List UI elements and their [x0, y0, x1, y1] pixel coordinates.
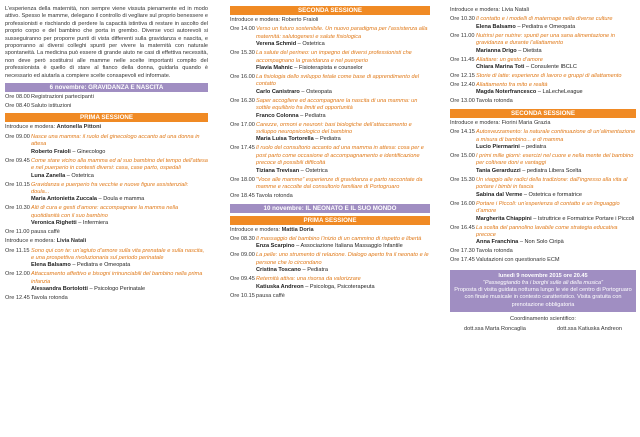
time: Ore 13.00 [450, 98, 475, 105]
moderator-line [450, 120, 636, 127]
speaker-name: Margherita Chiappini [476, 215, 532, 222]
talk-title: Alti di cura e gesti d’amore: accompagnare la mamma nella quotidianità con il suo bambino [31, 205, 179, 219]
speaker-role: – Pediatra [300, 267, 329, 274]
moderator-label: Introduce e modera: [450, 119, 502, 126]
evening-event-box [450, 270, 636, 312]
talk-title: Allattare: un gesto d’amore [476, 56, 543, 63]
talk-row [230, 50, 430, 72]
speaker-name: Maria Antonietta Zuccala [31, 196, 97, 203]
time: Ore 10.30 [5, 205, 30, 212]
moderator-name: Livia Natali [56, 238, 87, 245]
activity: Valutazioni con questionario ECM [476, 257, 560, 264]
time: Ore 09.00 [230, 252, 255, 259]
talk-row [450, 177, 636, 199]
moderator-label: Introduce e modera: [5, 238, 57, 245]
talk-row [230, 74, 430, 96]
schedule-row [230, 193, 430, 200]
time: Ore 11.15 [5, 247, 30, 254]
time: Ore 17.00 [230, 121, 255, 128]
talk-row [450, 129, 636, 151]
speaker-role: – Ostetrica [296, 41, 325, 48]
speaker-role: – Osteopata [299, 88, 332, 95]
time: Ore 11.45 [450, 56, 475, 63]
speaker-name: Magda Noterfrancesco [476, 89, 537, 96]
talk-row [230, 145, 430, 175]
talk-title: La fisiologia dello sviluppo fetale come base di apprendimento del contatto [256, 74, 419, 88]
activity: pausa caffè [31, 229, 60, 236]
day-banner-nov10: 10 novembre: IL NEONATO E IL SUO MONDO [230, 204, 430, 213]
speaker-name: Verena Schmid [256, 41, 297, 48]
talk-title: Il massaggio del bambino l’inizio di un cammino di rispetto e libertà [256, 235, 422, 242]
event-description: Proposta di visita guidata notturna lungo le vie del centro di Portogruaro con finale musicale in contesto caratteristico. Visita gratuita con prenotazione obbligatoria [454, 287, 632, 308]
speaker-role: – Istruttrice e Formatrice Portare i Piccoli [531, 215, 635, 222]
speaker-role: – Ostetrica [65, 172, 94, 179]
time: Ore 12.15 [450, 73, 475, 80]
activity: Tavola rotonda [476, 248, 513, 255]
intro-paragraph: L’esperienza della maternità, non sempre viene vissuta pienamente ed in modo attivo. Spesso le mamme, delegano il controllo di vegliare sul proprio benessere e professionisti e rischiando di perdere la capacità istintiva di restare in ascolto del proprio corpo e del bambino che porta in grembo. Diverse voci autorevoli si susseguiranno per proporre punti di vista differenti sulla gravidanza e nascita, e proporranno ai diversi colleghi spunti per vivere la maternità con naturale spontaneità. La medicina può essere di grande aiuto ne casi di effettiva necessità, non deve però sostituirsi alle mamme nelle scelte importanti compito del professionista è quello di stare al fianco della donna, guidarla quando è necessario ed aiutarla a compiere scelte consapevoli ed informate. [5, 6, 208, 79]
speaker-role: – pediatra Libera Scelta [520, 167, 582, 174]
column-right [450, 6, 636, 334]
talk-title: Il ruolo del consultorio accanto ad una mamma in attesa: cosa per e post parto come occasione di accompagnamento e identificazione precoce di possibili difficoltà [256, 145, 424, 167]
speaker-role: – Associazione Italiana Massaggio Infantile [294, 243, 403, 250]
talk-row [5, 271, 208, 293]
time: Ore 09.45 [5, 157, 30, 164]
talk-row [450, 153, 636, 175]
speaker-name: Carlo Canistraro [256, 88, 300, 95]
talk-title: Autosvezzamento: la naturale continuazione di un’alimentazione a misura di bambino... e di mamma [476, 129, 636, 143]
time: Ore 17.45 [450, 257, 475, 264]
time: Ore 15.00 [450, 153, 475, 160]
speaker-role: – Pediatra [298, 112, 326, 119]
talk-row [450, 16, 636, 31]
moderator-line [450, 7, 636, 14]
activity: Tavola rotonda [256, 193, 293, 200]
session-banner-second: SECONDA SESSIONE [450, 109, 636, 118]
speaker-name: Roberto Fraioli [31, 148, 71, 155]
talk-row [450, 73, 636, 80]
talk-title: Sono qui con te: un’agiuto d’amore sulla vita prenatale e sulla nascita, e una prospettiva rivoluzionaria sul periodo perinatale [31, 247, 205, 261]
activity: Tavola rotonda [476, 98, 513, 105]
schedule-row [5, 295, 208, 302]
time: Ore 16.00 [230, 74, 255, 81]
speaker-role: – pediatra [519, 144, 547, 151]
moderator-label: Introduce e modera: [230, 17, 282, 23]
speaker-name: Tiziana Trevisan [256, 167, 300, 174]
talk-title: Saper accogliere ed accompagnare la nascita di una mamma: un sottile equilibrio fra limiti ed opportunità [256, 97, 418, 112]
schedule-row [5, 94, 208, 101]
time: Ore 16.45 [450, 224, 475, 231]
speaker-name: Alessandra Bortolotti [31, 286, 88, 293]
talk-row [230, 26, 430, 48]
speaker-name: Elena Balsamo [476, 23, 516, 30]
speaker-name: Lucio Piermarini [476, 144, 520, 151]
time: Ore 12.40 [450, 82, 475, 89]
speaker-name: Marianna Drigo [476, 47, 517, 54]
talk-row [5, 134, 208, 156]
column-middle [230, 6, 430, 302]
activity: Tavola rotonda [31, 295, 68, 302]
moderator-name: Fiorini Maria Grazia [501, 119, 551, 126]
time: Ore 11.00 [450, 32, 475, 39]
speaker-name: Luna Zanella [31, 172, 66, 179]
time: Ore 09.45 [230, 276, 255, 283]
talk-row [230, 177, 430, 192]
speaker-name: Chiara Marina Toti [476, 64, 525, 71]
time: Ore 14.15 [450, 129, 475, 136]
talk-row [450, 225, 636, 247]
talk-row [450, 201, 636, 223]
speaker-role: – Doula e mamma [97, 196, 145, 203]
moderator-label: Introduce e modera: [5, 124, 57, 131]
talk-title: Verso un futuro sostenibile. Un nuovo paradigma per l’assistenza alla maternità: salutogenesi e salute fisiologica [256, 26, 428, 40]
coordinator-name: dott.ssa Katiuska Andreon [557, 326, 622, 333]
talk-title: “Voce alle mamme” esperienze di gravidanza e parto raccontate da mamme e raccolte dal consultorio familiare di Portogruaro [256, 176, 423, 191]
time: Ore 16.30 [230, 97, 255, 104]
moderator-label: Introduce e modera: [450, 7, 502, 13]
time: Ore 09.00 [5, 133, 30, 140]
coordinator-name: dott.ssa Marta Roncaglia [464, 326, 526, 333]
coordinators [450, 326, 636, 333]
schedule-row [5, 103, 208, 110]
moderator-label: Introduce e modera: [230, 226, 282, 233]
speaker-role: – Psicologa, Psicoterapeuta [303, 283, 375, 290]
talk-row [5, 205, 208, 227]
column-left [5, 6, 208, 304]
speaker-name: Cristina Toscano [256, 267, 301, 274]
talk-title: Nasce una mamma: il ruolo del ginecologo accanto ad una donna in attesa [31, 133, 200, 148]
time: Ore 15.30 [450, 176, 475, 183]
time: Ore 15.30 [230, 50, 255, 57]
session-banner-second: SECONDA SESSIONE [230, 6, 430, 15]
speaker-name: Elena Balsamo [31, 262, 71, 269]
time: Ore 18.45 [230, 193, 255, 200]
talk-title: Gravidanza e puerperio fra vecchie e nuove figure assistenziali: doula... [31, 181, 189, 195]
talk-row [450, 33, 636, 55]
talk-title: Allattamento fra mito e realtà [476, 82, 548, 89]
time: Ore 14.00 [230, 26, 255, 33]
speaker-role: – LaLecheLeague [536, 89, 583, 96]
talk-row [5, 182, 208, 204]
moderator-name: Livia Natali [501, 7, 529, 13]
time: Ore 10.15 [5, 181, 30, 188]
talk-row [230, 252, 430, 274]
talk-row [450, 82, 636, 97]
speaker-name: Franco Colonna [256, 112, 299, 119]
schedule-row [5, 229, 208, 236]
talk-row [5, 248, 208, 270]
time: Ore 08.00 [5, 94, 30, 101]
talk-title: Nutrirsi per nutrire: spunti per una sana alimentazione in gravidanza e durante l’allattamento [476, 32, 615, 47]
schedule-row [450, 257, 636, 264]
schedule-row [230, 293, 430, 300]
speaker-role: – Pediatra e Omeopata [70, 262, 131, 269]
time: Ore 17.45 [230, 145, 255, 152]
speaker-role: – Consulente IBCLC [524, 64, 577, 71]
speaker-name: Veronica Righetti [31, 220, 77, 227]
moderator-line [5, 124, 208, 131]
activity: Saluto istituzioni [31, 103, 72, 110]
time: Ore 17.30 [450, 248, 475, 255]
talk-title: Carezze, ormoni e neuroni: basi biologiche dell’attaccamento e sviluppo neuropsicologico del bambino [256, 121, 412, 136]
talk-title: Portare i Piccoli: un’esperienza di contatto e un linguaggio d’amore [476, 200, 620, 215]
time: Ore 16.00 [450, 200, 475, 207]
speaker-role: – Ostetrica [299, 167, 328, 174]
speaker-name: Sabina dal Verme [476, 191, 523, 198]
speaker-role: – Non Solo Ciripà [518, 239, 564, 246]
speaker-role: – Ostetrica e formatrice [522, 191, 583, 198]
time: Ore 08.30 [230, 235, 255, 242]
speaker-name: Flavia Mahnic [256, 65, 293, 72]
moderator-name: Mattia Doria [281, 226, 314, 233]
talk-title: Come stare vicino alla mamma ed al suo bambino del tempo dell’attesa e nel puerperio in contesti diversi: casa, case parto, ospedali [31, 157, 208, 172]
moderator-name: Roberto Fraioli [281, 17, 319, 23]
moderator-line [230, 227, 430, 234]
intro-text-block [5, 6, 208, 80]
session-banner-first: PRIMA SESSIONE [230, 216, 430, 225]
talk-title: La salute del perineo: un impegno dei diversi professionisti che accompagnano la gravidanza e nel puerperio [256, 50, 412, 64]
time: Ore 12.45 [5, 295, 30, 302]
speaker-role: – Psicologo Perinatale [87, 286, 146, 293]
talk-row [230, 236, 430, 251]
speaker-name: Enza Scarpino [256, 243, 295, 250]
speaker-role: – Infermiera [76, 220, 109, 227]
speaker-name: Maria Luisa Tortorella [256, 136, 314, 143]
day-banner-nov6: 6 novembre: GRAVIDANZA E NASCITA [5, 83, 208, 92]
time: Ore 08.40 [5, 103, 30, 110]
event-date: lunedì 9 novembre 2015 ore 20.45 [498, 272, 588, 279]
activity: pausa caffè [256, 292, 285, 299]
activity: Registrazioni partecipanti [31, 94, 94, 101]
speaker-role: – Ginecologo [70, 148, 106, 155]
schedule-row [450, 98, 636, 105]
talk-title: Storie di latte: esperienze di lavoro e gruppi di allattamento [476, 73, 622, 80]
talk-row [450, 57, 636, 72]
time: Ore 12.00 [5, 271, 30, 278]
talk-title: I primi mille giorni: esercizi nel cuore e nella mente del bambino per coltivare doni e vantaggi [476, 153, 634, 167]
schedule-row [450, 248, 636, 255]
moderator-name: Antonella Pittoni [56, 124, 102, 131]
session-banner-first: PRIMA SESSIONE [5, 113, 208, 122]
talk-row [5, 158, 208, 180]
talk-row [230, 276, 430, 291]
talk-title: Il contatto e i modelli di maternage nella diverse culture [476, 16, 613, 23]
scientific-coordination-label: Coordinamento scientifico: [510, 315, 576, 322]
time: Ore 10.30 [450, 16, 475, 23]
speaker-role: – Dietista [516, 47, 542, 54]
talk-title: Reternità attiva: una risorsa da valorizzare [256, 276, 361, 283]
talk-title: La scelta del pannolino lavabile come strategia educativa precoce [476, 224, 618, 238]
time: Ore 11.00 [5, 229, 30, 236]
speaker-role: – Pediatra [313, 136, 341, 143]
moderator-line [5, 238, 208, 245]
talk-title: La pelle: uno strumento di relazione. Dialogo aperto fra il neonato e le persone che lo circondano [256, 252, 429, 266]
time: Ore 18.00 [230, 176, 255, 183]
talk-row [230, 122, 430, 144]
speaker-name: Katiuska Andreon [256, 283, 304, 290]
speaker-name: Anna Franchina [476, 239, 519, 246]
talk-row [230, 98, 430, 120]
speaker-role: – Fisioterapista e counselor [292, 65, 363, 72]
talk-title: Un viaggio alle radici della tradizione: dall’ingresso alla vita al portare i bimbi in fascia [476, 176, 628, 191]
talk-title: Attaccamento affettivo e bisogni irrinunciabili del bambino nella prima infanzia [31, 271, 203, 285]
moderator-line [230, 17, 430, 24]
speaker-role: – Pediatra e Omeopata [515, 23, 576, 30]
event-title: “Passeggiando fra i borghi sulle ali della musica” [482, 279, 604, 286]
time: Ore 10.15 [230, 292, 255, 299]
speaker-name: Tania Gerarduzzi [476, 167, 521, 174]
